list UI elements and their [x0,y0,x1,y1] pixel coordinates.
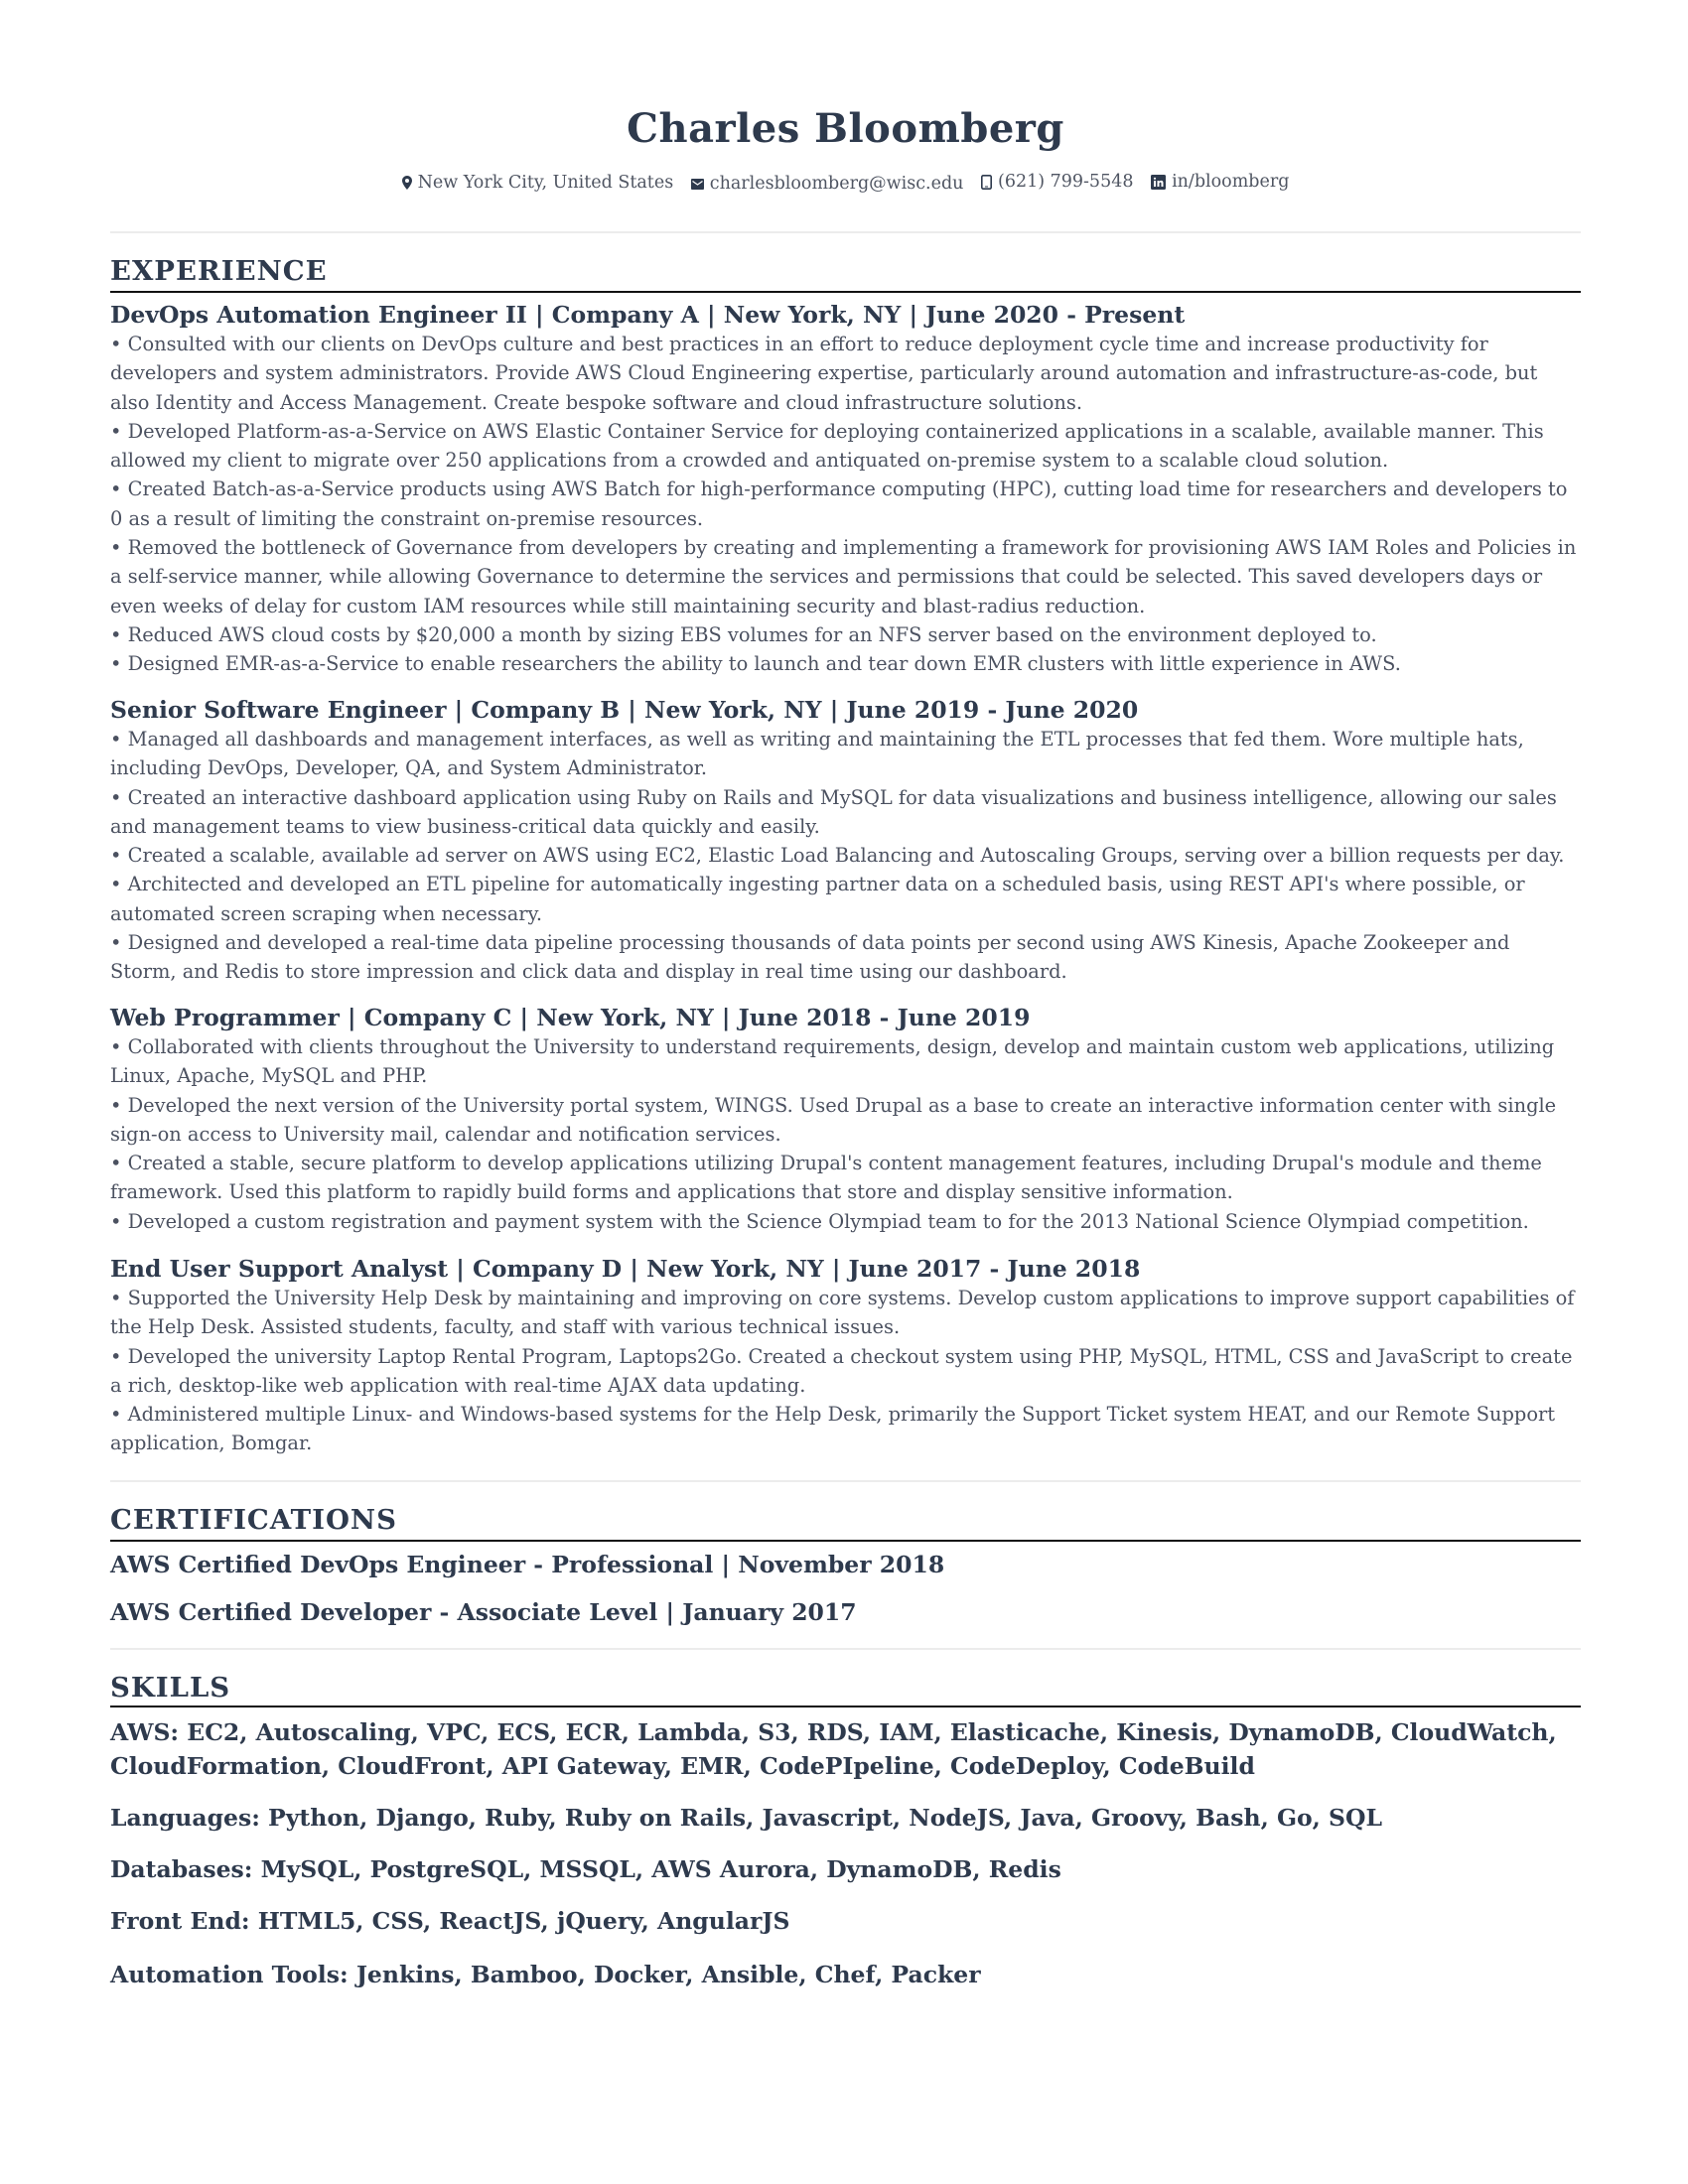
phone-icon [981,175,992,190]
job-title: Web Programmer | Company C | New York, NY | June 2018 - June 2019 [110,1004,1031,1031]
bullet-item: • Created an interactive dashboard application using Ruby on Rails and MySQL for data visualizations and business intelligence, allowing our sales and management teams to view business-critical data quickly and easily. [110,785,1557,838]
contact-phone[interactable] [981,169,1133,195]
experience-divider [110,1480,1581,1482]
linkedin-link[interactable]: in/bloomberg [1172,172,1290,192]
skill-line-automation-tools: Automation Tools: Jenkins, Bamboo, Docker, Ansible, Chef, Packer [110,1961,981,1988]
bullet-item: • Developed a custom registration and payment system with the Science Olympiad team to for the 2013 National Science Olympiad competition. [110,1209,1529,1233]
contact-email[interactable] [691,171,964,197]
skill-line-languages: Languages: Python, Django, Ruby, Ruby on Rails, Javascript, NodeJS, Java, Groovy, Bash, Go, SQL [110,1804,1383,1832]
bullet-item: • Designed and developed a real-time data pipeline processing thousands of data points per second using AWS Kinesis, Apache Zookeeper and Storm, and Redis to store impression and click data and display in real time using our dashboard. [110,931,1510,984]
bullet-item: • Created Batch-as-a-Service products using AWS Batch for high-performance computing (HPC), cutting load time for researchers and developers to 0 as a result of limiting the constraint on-premise resources. [110,478,1568,530]
contact-location [402,170,674,196]
linkedin-icon [1151,175,1166,190]
section-title-experience: EXPERIENCE [110,255,328,287]
job-entry [110,1254,1581,1458]
certification-item: AWS Certified Developer - Associate Level | January 2017 [110,1598,857,1626]
certifications-divider [110,1648,1581,1650]
bullet-item: • Consulted with our clients on DevOps culture and best practices in an effort to reduce deployment cycle time and increase productivity for developers and system administrators. Provide AWS Cloud Engineering expertise, particularly around automation and infrastructure-as-code, but also Identity and Access Management. Create bespoke software and cloud infrastructure solutions. [110,333,1538,414]
map-pin-icon [402,176,412,190]
contact-linkedin[interactable] [1151,169,1289,195]
bullet-item: • Developed Platform-as-a-Service on AWS Elastic Container Service for deploying containerized applications in a scalable, available manner. This allowed my client to migrate over 250 applications from a crowded and antiquated on-premise system to a scalable cloud solution. [110,419,1544,473]
contact-bar [110,169,1581,198]
job-title: Senior Software Engineer | Company B | New York, NY | June 2019 - June 2020 [110,696,1139,724]
candidate-name: Charles Bloomberg [627,105,1064,152]
location-text: New York City, United States [417,172,674,193]
skill-line-aws: AWS: EC2, Autoscaling, VPC, ECS, ECR, Lambda, S3, RDS, IAM, Elasticache, Kinesis, DynamoDB, CloudWatch, CloudFormation, CloudFront, API Gateway, EMR, CodePIpeline, CodeDeploy, CodeBuild [110,1718,1557,1780]
bullet-item: • Created a scalable, available ad server on AWS using EC2, Elastic Load Balancing and Autoscaling Groups, serving over a billion requests per day. [110,844,1565,868]
job-title: End User Support Analyst | Company D | New York, NY | June 2017 - June 2018 [110,1255,1141,1283]
section-title-skills: SKILLS [110,1672,231,1704]
bullet-item: • Removed the bottleneck of Governance from developers by creating and implementing a framework for provisioning AWS IAM Roles and Policies in a self-service manner, while allowing Governance to determine the services and permissions that could be selected. This saved developers days or even weeks of delay for custom IAM resources while still maintaining security and blast-radius reduction. [110,536,1577,617]
certification-item: AWS Certified DevOps Engineer - Professional | November 2018 [110,1551,945,1578]
bullet-item: • Collaborated with clients throughout the University to understand requirements, design, develop and maintain custom web applications, utilizing Linux, Apache, MySQL and PHP. [110,1035,1555,1088]
header-divider [110,231,1581,233]
bullet-item: • Developed the next version of the University portal system, WINGS. Used Drupal as a base to create an interactive information center with single sign-on access to University mail, calendar and notification services. [110,1093,1557,1146]
job-entry [110,300,1581,679]
bullet-item: • Developed the university Laptop Rental Program, Laptops2Go. Created a checkout system using PHP, MySQL, HTML, CSS and JavaScript to create a rich, desktop-like web application with real-time AJAX data updating. [110,1344,1573,1397]
bullet-item: • Managed all dashboards and management interfaces, as well as writing and maintaining the ETL processes that fed them. Wore multiple hats, including DevOps, Developer, QA, and System Administrator. [110,728,1524,780]
bullet-item: • Created a stable, secure platform to develop applications utilizing Drupal's content management features, including Drupal's module and theme framework. Used this platform to rapidly build forms and applications that store and display sensitive information. [110,1152,1542,1204]
envelope-icon [691,179,704,190]
skill-line-databases: Databases: MySQL, PostgreSQL, MSSQL, AWS Aurora, DynamoDB, Redis [110,1855,1061,1883]
job-bullets [110,1032,1581,1236]
job-entry [110,1003,1581,1236]
bullet-item: • Architected and developed an ETL pipeline for automatically ingesting partner data on a scheduled basis, using REST API's where possible, or automated screen scraping when necessary. [110,873,1525,925]
experience-rule [110,291,1581,293]
phone-number[interactable]: (621) 799-5548 [998,172,1134,192]
job-bullets [110,725,1581,987]
skills-rule [110,1706,1581,1707]
job-bullets [110,1284,1581,1458]
email-link[interactable]: charlesbloomberg@wisc.edu [709,174,964,194]
bullet-item: • Administered multiple Linux- and Windows-based systems for the Help Desk, primarily the Support Ticket system HEAT, and our Remote Support application, Bomgar. [110,1403,1556,1455]
section-title-certifications: CERTIFICATIONS [110,1504,397,1536]
certifications-rule [110,1540,1581,1542]
bullet-item: • Designed EMR-as-a-Service to enable researchers the ability to launch and tear down EMR clusters with little experience in AWS. [110,652,1401,676]
job-entry [110,695,1581,987]
job-title: DevOps Automation Engineer II | Company A | New York, NY | June 2020 - Present [110,301,1186,329]
skill-line-front-end: Front End: HTML5, CSS, ReactJS, jQuery, AngularJS [110,1907,790,1935]
bullet-item: • Supported the University Help Desk by maintaining and improving on core systems. Develop custom applications to improve support capabilities of the Help Desk. Assisted students, faculty, and staff with various technical issues. [110,1287,1575,1339]
bullet-item: • Reduced AWS cloud costs by $20,000 a month by sizing EBS volumes for an NFS server based on the environment deployed to. [110,622,1377,646]
job-bullets [110,330,1581,679]
